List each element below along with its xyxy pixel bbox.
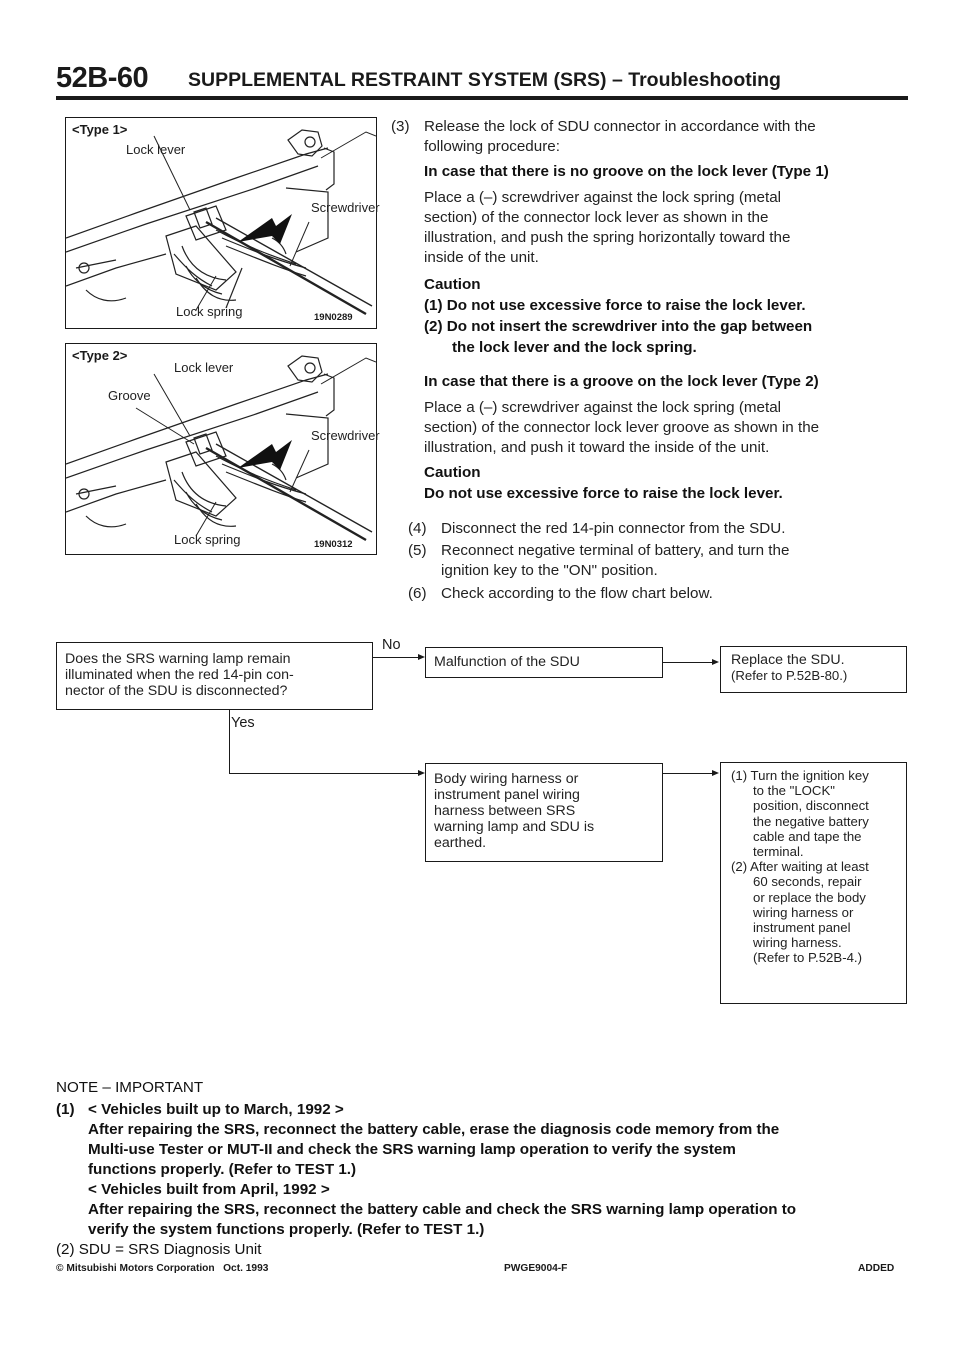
flow-connector bbox=[663, 773, 713, 774]
type-1-caution-2: (2) Do not insert the screwdriver into the gap between bbox=[424, 318, 813, 335]
action-line: cable and tape the bbox=[753, 828, 862, 844]
note-line: functions properly. (Refer to TEST 1.) bbox=[88, 1161, 357, 1178]
page-title: SUPPLEMENTAL RESTRAINT SYSTEM (SRS) – Troubleshooting bbox=[188, 69, 781, 91]
malfunction-box bbox=[425, 647, 663, 678]
label-lock-spring: Lock spring bbox=[174, 532, 241, 547]
type-2-description bbox=[424, 398, 914, 458]
type-2-line: section) of the connector lock lever groove as shown in the bbox=[424, 419, 820, 436]
step-6-text: Check according to the flow chart below. bbox=[441, 585, 713, 602]
action-line: the negative battery bbox=[753, 813, 869, 829]
page-number: 52B-60 bbox=[56, 62, 149, 94]
replace-box bbox=[720, 646, 907, 693]
step-4-number: (4) bbox=[408, 520, 427, 537]
step-4-text: Disconnect the red 14-pin connector from the SDU. bbox=[441, 520, 786, 537]
action-line: (Refer to P.52B-4.) bbox=[753, 950, 862, 966]
figure-type-2 bbox=[65, 343, 380, 555]
note-subheading: < Vehicles built up to March, 1992 > bbox=[88, 1101, 344, 1118]
connector-illustration-type-1 bbox=[66, 118, 376, 328]
type-1-line: illustration, and push the spring horizontally toward the bbox=[424, 229, 791, 246]
step-5-number: (5) bbox=[408, 542, 427, 559]
step-6-number: (6) bbox=[408, 585, 427, 602]
footer-copyright: © Mitsubishi Motors Corporation Oct. 1993 bbox=[56, 1263, 269, 1274]
note-line: verify the system functions properly. (Refer to TEST 1.) bbox=[88, 1221, 485, 1238]
footer-code: PWGE9004-F bbox=[504, 1263, 568, 1274]
action-line: (2) After waiting at least bbox=[731, 859, 869, 875]
question-line: illuminated when the red 14-pin con- bbox=[65, 667, 294, 683]
body-wiring-line: earthed. bbox=[434, 835, 487, 851]
type-2-caution: Do not use excessive force to raise the lock lever. bbox=[424, 485, 783, 502]
action-box bbox=[720, 762, 907, 1004]
action-line: terminal. bbox=[753, 844, 804, 860]
flow-arrow bbox=[712, 770, 719, 776]
note-item-1-number: (1) bbox=[56, 1101, 75, 1118]
footer-status: ADDED bbox=[858, 1263, 895, 1274]
step-3-text bbox=[424, 117, 914, 157]
type-2-line: Place a (–) screwdriver against the lock spring (metal bbox=[424, 399, 782, 416]
note-item-1 bbox=[88, 1100, 918, 1240]
flow-arrow bbox=[418, 770, 425, 776]
step-3-line-1: Release the lock of SDU connector in accordance with the bbox=[424, 118, 816, 135]
body-wiring-line: warning lamp and SDU is bbox=[434, 819, 595, 835]
action-line: wiring harness. bbox=[753, 935, 842, 951]
step-5-line-2: ignition key to the "ON" position. bbox=[441, 562, 658, 579]
no-label: No bbox=[382, 637, 401, 653]
label-screwdriver: Screwdriver bbox=[311, 428, 380, 443]
step-3-line-2: following procedure: bbox=[424, 138, 560, 155]
figure-type-1 bbox=[65, 117, 380, 329]
note-line: After repairing the SRS, reconnect the battery cable and check the SRS warning lamp operation to bbox=[88, 1201, 797, 1218]
action-line: instrument panel bbox=[753, 920, 851, 936]
step-5-line-1: Reconnect negative terminal of battery, and turn the bbox=[441, 542, 790, 559]
yes-label: Yes bbox=[231, 715, 255, 731]
connector-illustration-type-2 bbox=[66, 344, 376, 554]
caution-label: Caution bbox=[424, 464, 481, 481]
type-2-line: illustration, and push it toward the inside of the unit. bbox=[424, 439, 770, 456]
label-lock-spring: Lock spring bbox=[176, 304, 243, 319]
replace-line: Replace the SDU. bbox=[731, 652, 845, 668]
figure-type-label: <Type 2> bbox=[72, 348, 128, 363]
figure-type-label: <Type 1> bbox=[72, 122, 128, 137]
flow-arrow bbox=[712, 659, 719, 665]
note-line: After repairing the SRS, reconnect the battery cable, erase the diagnosis code memory from the bbox=[88, 1121, 780, 1138]
note-item-2: (2) SDU = SRS Diagnosis Unit bbox=[56, 1241, 262, 1258]
type-1-line: Place a (–) screwdriver against the lock spring (metal bbox=[424, 189, 782, 206]
flow-connector bbox=[373, 657, 419, 658]
figure-code: 19N0312 bbox=[314, 539, 353, 550]
flow-question-box bbox=[56, 642, 373, 710]
label-lock-lever: Lock lever bbox=[126, 142, 186, 157]
label-lock-lever: Lock lever bbox=[174, 360, 234, 375]
step-3-number: (3) bbox=[391, 118, 410, 135]
type-1-line: inside of the unit. bbox=[424, 249, 539, 266]
action-line: (1) Turn the ignition key bbox=[731, 768, 869, 783]
action-line: to the "LOCK" bbox=[753, 783, 835, 799]
type-1-caution-1: (1) Do not use excessive force to raise the lock lever. bbox=[424, 297, 806, 314]
header-rule bbox=[56, 96, 908, 100]
replace-ref: (Refer to P.52B-80.) bbox=[731, 668, 848, 683]
body-wiring-line: Body wiring harness or bbox=[434, 771, 579, 787]
malfunction-text: Malfunction of the SDU bbox=[434, 654, 580, 670]
flow-connector bbox=[229, 773, 419, 774]
step-5-text bbox=[441, 541, 911, 581]
action-line: 60 seconds, repair bbox=[753, 874, 862, 890]
type-1-description bbox=[424, 188, 914, 268]
body-wiring-box bbox=[425, 763, 663, 862]
type-2-heading: In case that there is a groove on the lock lever (Type 2) bbox=[424, 373, 819, 390]
body-wiring-line: harness between SRS bbox=[434, 803, 576, 819]
type-1-caution-2-cont: the lock lever and the lock spring. bbox=[452, 339, 697, 356]
caution-label: Caution bbox=[424, 276, 481, 293]
action-line: or replace the body bbox=[753, 889, 866, 905]
note-subheading: < Vehicles built from April, 1992 > bbox=[88, 1181, 330, 1198]
question-line: nector of the SDU is disconnected? bbox=[65, 683, 288, 699]
type-1-line: section) of the connector lock lever as shown in the bbox=[424, 209, 769, 226]
type-1-heading: In case that there is no groove on the lock lever (Type 1) bbox=[424, 163, 829, 180]
body-wiring-line: instrument panel wiring bbox=[434, 787, 580, 803]
note-title: NOTE – IMPORTANT bbox=[56, 1079, 204, 1096]
figure-code: 19N0289 bbox=[314, 312, 353, 323]
question-line: Does the SRS warning lamp remain bbox=[65, 651, 291, 667]
flow-arrow bbox=[418, 654, 425, 660]
flow-connector bbox=[229, 710, 230, 774]
label-groove: Groove bbox=[108, 388, 151, 403]
note-line: Multi-use Tester or MUT-II and check the SRS warning lamp operation to verify the system bbox=[88, 1141, 736, 1158]
label-screwdriver: Screwdriver bbox=[311, 200, 380, 215]
action-line: position, disconnect bbox=[753, 798, 869, 814]
action-line: wiring harness or bbox=[753, 904, 854, 920]
flow-connector bbox=[663, 662, 713, 663]
